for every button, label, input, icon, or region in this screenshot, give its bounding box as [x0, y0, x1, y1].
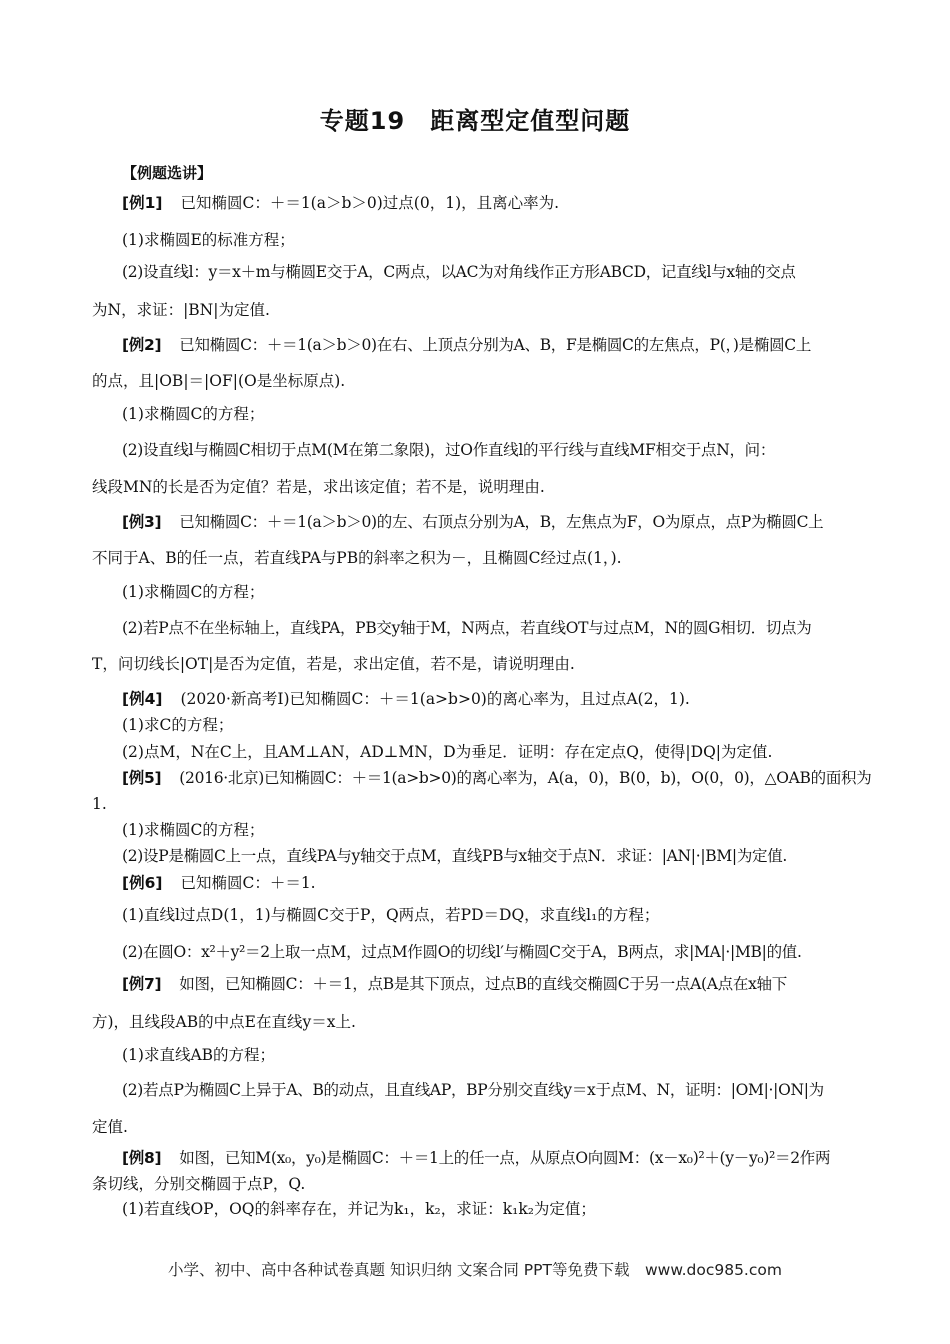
example-1-text: 已知椭圆C：＋＝1(a＞b＞0)过点(0，1)，且离心率为. — [180, 194, 560, 212]
example-3-label: [例3] — [122, 513, 162, 531]
example-1-q2-line2: 为N，求证：|BN|为定值. — [92, 301, 270, 319]
example-5-intro — [122, 768, 872, 788]
example-2-label: [例2] — [122, 336, 162, 354]
example-7-q2-line1: (2)若点P为椭圆C上异于A、B的动点，且直线AP，BP分别交直线y＝x于点M、N，证明：|OM|·|ON|为 — [122, 1081, 824, 1099]
example-2-text: 已知椭圆C：＋＝1(a＞b＞0)在右、上顶点分别为A、B，F是椭圆C的左焦点，P(，)是椭圆C上 — [179, 336, 812, 354]
example-4-text: (2020·新高考Ⅰ)已知椭圆C：＋＝1(a>b>0)的离心率为，且过点A(2，1). — [180, 690, 690, 708]
example-7-label: [例7] — [122, 975, 162, 993]
example-1-label: [例1] — [122, 194, 163, 212]
example-6-q1: (1)直线l过点D(1，1)与椭圆C交于P，Q两点，若PD＝DQ，求直线l₁的方程； — [122, 906, 660, 924]
example-5-text: (2016·北京)已知椭圆C：＋＝1(a>b>0)的离心率为，A(a，0)，B(0，b)，O(0，0)，△OAB的面积为 — [179, 769, 872, 787]
example-7-q1: (1)求直线AB的方程； — [122, 1046, 276, 1064]
example-8-intro-line2: 条切线，分别交椭圆于点P，Q. — [92, 1175, 306, 1193]
example-3-q2-line2: T，问切线长|OT|是否为定值，若是，求出定值，若不是，请说明理由. — [92, 655, 575, 673]
example-4-label: [例4] — [122, 690, 163, 708]
example-6-q2: (2)在圆O：x²＋y²＝2上取一点M，过点M作圆O的切线l′与椭圆C交于A，B两点，求|MA|·|MB|的值. — [122, 943, 802, 961]
example-5-intro-line2: 1. — [92, 795, 107, 813]
example-3-q2-line1: (2)若P点不在坐标轴上，直线PA，PB交y轴于M，N两点，若直线OT与过点M，N的圆G相切．切点为 — [122, 619, 812, 637]
example-7-text: 如图，已知椭圆C：＋＝1，点B是其下顶点，过点B的直线交椭圆C于另一点A(A点在x轴下 — [179, 975, 787, 993]
example-8-q1: (1)若直线OP，OQ的斜率存在，并记为k₁，k₂，求证：k₁k₂为定值； — [122, 1200, 596, 1218]
example-4-intro — [122, 689, 862, 709]
example-4-q2: (2)点M，N在C上，且AM⊥AN，AD⊥MN，D为垂足．证明：存在定点Q，使得|DQ|为定值. — [122, 743, 773, 761]
example-3-text: 已知椭圆C：＋＝1(a＞b＞0)的左、右顶点分别为A，B，左焦点为F，O为原点，点P为椭圆C上 — [179, 513, 824, 531]
example-1-q2-line1: (2)设直线l：y＝x＋m与椭圆E交于A，C两点，以AC为对角线作正方形ABCD，记直线l与x轴的交点 — [122, 263, 796, 281]
example-7-intro — [122, 974, 862, 994]
example-6-text: 已知椭圆C：＋＝1. — [180, 874, 316, 892]
example-8-text: 如图，已知M(x₀，y₀)是椭圆C：＋＝1上的任一点，从原点O向圆M：(x－x₀)²＋(y－y₀)²＝2作两 — [179, 1149, 831, 1167]
example-2-q2-line1: (2)设直线l与椭圆C相切于点M(M在第二象限)，过O作直线l的平行线与直线MF相交于点N，问： — [122, 441, 776, 459]
example-4-q1: (1)求C的方程； — [122, 716, 234, 734]
example-5-q2: (2)设P是椭圆C上一点，直线PA与y轴交于点M，直线PB与x轴交于点N．求证：|AN|·|BM|为定值. — [122, 847, 788, 865]
section-heading: 【例题选讲】 — [122, 164, 213, 182]
example-6-label: [例6] — [122, 874, 163, 892]
example-7-intro-line2: 方)，且线段AB的中点E在直线y＝x上. — [92, 1013, 356, 1031]
example-8-label: [例8] — [122, 1149, 162, 1167]
page-footer: 小学、初中、高中各种试卷真题 知识归纳 文案合同 PPT等免费下载 www.doc985.com — [168, 1261, 782, 1279]
example-3-intro-line2: 不同于A、B的任一点，若直线PA与PB的斜率之积为－，且椭圆C经过点(1，). — [92, 549, 622, 567]
example-2-q1: (1)求椭圆C的方程； — [122, 405, 265, 423]
example-1-intro — [122, 193, 862, 213]
example-8-intro — [122, 1148, 862, 1168]
example-2-intro — [122, 335, 862, 355]
example-2-q2-line2: 线段MN的长是否为定值？若是，求出该定值；若不是，说明理由. — [92, 478, 545, 496]
page-title: 专题19 距离型定值型问题 — [319, 107, 631, 135]
example-3-intro — [122, 512, 862, 532]
example-3-q1: (1)求椭圆C的方程； — [122, 583, 265, 601]
example-5-q1: (1)求椭圆C的方程； — [122, 821, 265, 839]
example-5-label: [例5] — [122, 769, 162, 787]
example-1-q1: (1)求椭圆E的标准方程； — [122, 231, 295, 249]
example-7-q2-line2: 定值. — [92, 1118, 128, 1136]
example-6-intro — [122, 873, 862, 893]
example-2-intro-line2: 的点，且|OB|＝|OF|(O是坐标原点). — [92, 372, 346, 390]
